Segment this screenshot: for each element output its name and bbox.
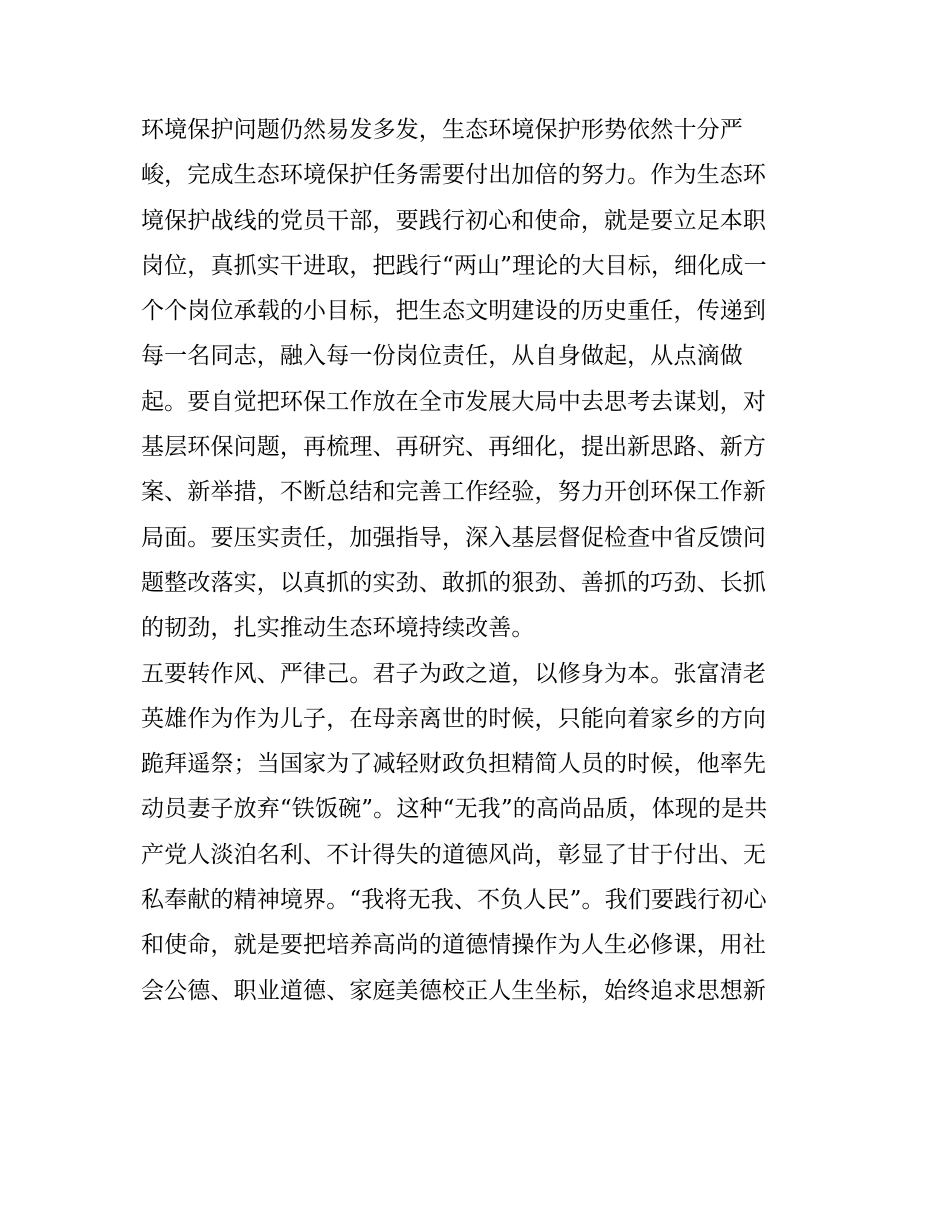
text-line-14: 英雄作为作为儿子，在母亲离世的时候，只能向着家乡的方向 [141, 705, 767, 732]
text-line-3: 境保护战线的党员干部，要践行初心和使命，就是要立足本职 [141, 207, 767, 234]
text-line-20: 会公德、职业道德、家庭美德校正人生坐标，始终追求思想新 [141, 977, 767, 1004]
text-line-11: 题整改落实，以真抓的实劲、敢抓的狠劲、善抓的巧劲、长抓 [141, 569, 767, 596]
text-line-18: 私奉献的精神境界。“我将无我、不负人民”。我们要践行初心 [141, 887, 767, 914]
text-line-8: 基层环保问题，再梳理、再研究、再细化，提出新思路、新方 [141, 434, 767, 461]
text-line-1: 环境保护问题仍然易发多发，生态环境保护形势依然十分严 [141, 117, 743, 143]
text-line-4: 岗位，真抓实干进取，把践行“两山”理论的大目标，细化成一 [141, 252, 767, 279]
text-line-12: 的韧劲，扎实推动生态环境持续改善。 [141, 615, 535, 642]
text-line-13: 五要转作风、严律己。君子为政之道，以修身为本。张富清老 [141, 660, 767, 687]
text-line-7: 起。要自觉把环保工作放在全市发展大局中去思考去谋划，对 [141, 388, 767, 415]
text-line-9: 案、新举措，不断总结和完善工作经验，努力开创环保工作新 [141, 479, 767, 506]
body-text [141, 108, 821, 1014]
text-line-16: 动员妻子放弃“铁饭碗”。这种“无我”的高尚品质，体现的是共 [141, 796, 768, 823]
text-line-15: 跪拜遥祭；当国家为了减轻财政负担精简人员的时候，他率先 [141, 751, 767, 778]
text-line-19: 和使命，就是要把培养高尚的道德情操作为人生必修课，用社 [141, 932, 767, 959]
text-line-5: 个个岗位承载的小目标，把生态文明建设的历史重任，传递到 [141, 298, 767, 325]
text-line-2: 峻，完成生态环境保护任务需要付出加倍的努力。作为生态环 [141, 162, 767, 189]
text-line-6: 每一名同志，融入每一份岗位责任，从自身做起，从点滴做 [141, 343, 743, 370]
text-line-10: 局面。要压实责任，加强指导，深入基层督促检查中省反馈问 [141, 524, 767, 551]
text-line-17: 产党人淡泊名利、不计得失的道德风尚，彰显了甘于付出、无 [141, 841, 767, 868]
